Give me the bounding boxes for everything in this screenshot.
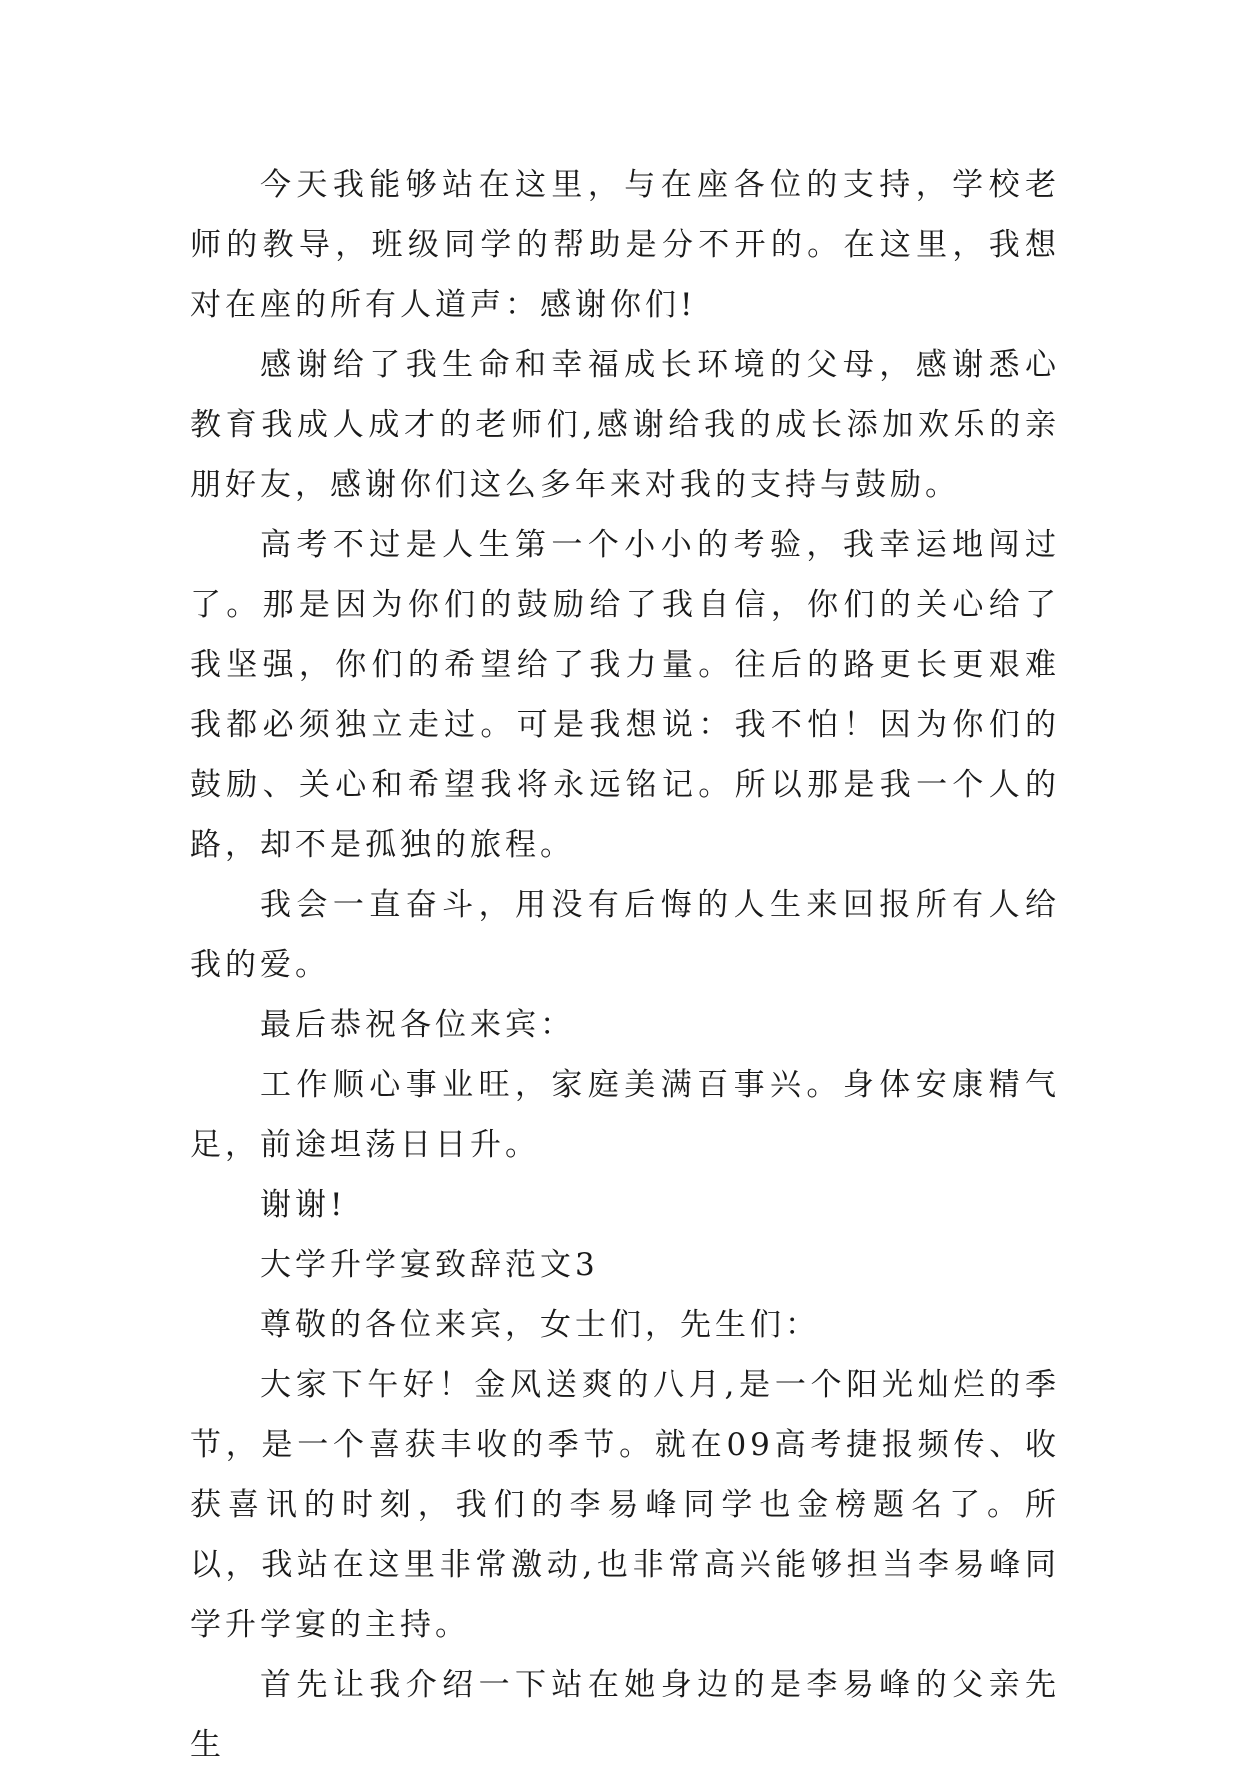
document-body [190, 155, 1060, 1775]
section-heading: 大学升学宴致辞范文3 [260, 1247, 599, 1283]
paragraph-thanks: 谢谢! [260, 1187, 347, 1223]
paragraph-introduction: 首先让我介绍一下站在她身边的是李易峰的父亲先生 [190, 1667, 1060, 1763]
paragraph-exam: 高考不过是人生第一个小小的考验，我幸运地闯过了。那是因为你们的鼓励给了我自信，你们的关心给了我坚强，你们的希望给了我力量。往后的路更长更艰难我都必须独立走过。可是我想说：我不怕！因为你们的鼓励、关心和希望我将永远铭记。所以那是我一个人的路，却不是孤独的旅程。 [190, 527, 1060, 863]
paragraph-wishes-intro: 最后恭祝各位来宾： [260, 1007, 575, 1043]
paragraph-strive: 我会一直奋斗，用没有后悔的人生来回报所有人给我的爱。 [190, 887, 1060, 983]
paragraph-salutation: 尊敬的各位来宾，女士们，先生们： [260, 1307, 820, 1343]
paragraph-thanks-intro: 今天我能够站在这里，与在座各位的支持，学校老师的教导，班级同学的帮助是分不开的。在这里，我想对在座的所有人道声：感谢你们! [190, 167, 1060, 323]
paragraph-greeting: 大家下午好！金风送爽的八月,是一个阳光灿烂的季节，是一个喜获丰收的季节。就在09高考捷报频传、收获喜讯的时刻，我们的李易峰同学也金榜题名了。所以，我站在这里非常激动,也非常高兴能够担当李易峰同学升学宴的主持。 [190, 1367, 1060, 1643]
paragraph-wishes: 工作顺心事业旺，家庭美满百事兴。身体安康精气足，前途坦荡日日升。 [190, 1067, 1060, 1163]
paragraph-thanks-parents: 感谢给了我生命和幸福成长环境的父母，感谢悉心教育我成人成才的老师们,感谢给我的成长添加欢乐的亲朋好友，感谢你们这么多年来对我的支持与鼓励。 [190, 347, 1060, 503]
